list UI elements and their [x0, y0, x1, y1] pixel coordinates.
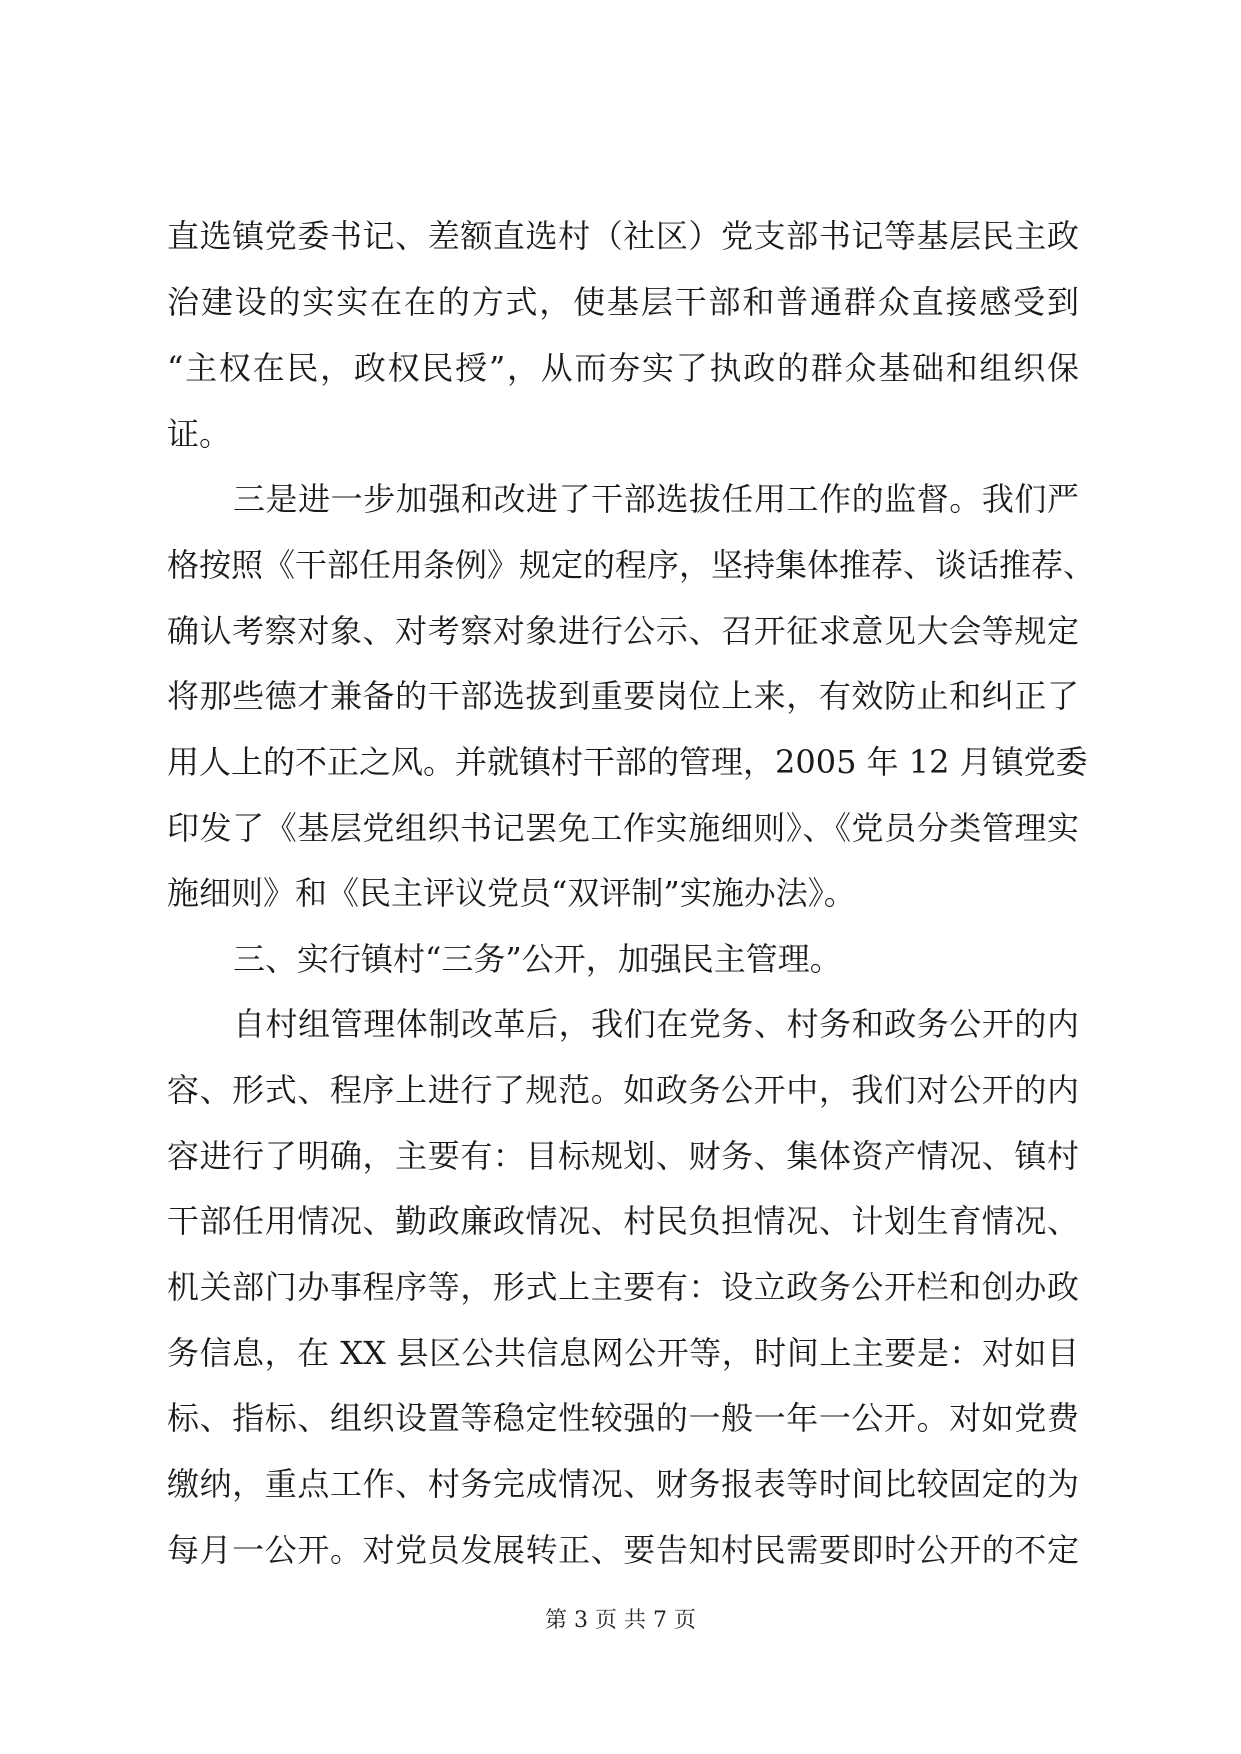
section-heading: 三、实行镇村“三务”公开，加强民主管理。	[233, 940, 842, 978]
text-line: “主权在民，政权民授”，从而夯实了执政的群众基础和组织保	[167, 349, 1079, 387]
page-number-footer: 第 3 页 共 7 页	[545, 1608, 696, 1633]
text-line: 证。	[167, 415, 232, 453]
text-line: 每月一公开。对党员发展转正、要告知村民需要即时公开的不定	[167, 1531, 1079, 1569]
text-line: 务信息，在 XX 县区公共信息网公开等，时间上主要是：对如目	[167, 1334, 1079, 1372]
text-line: 印发了《基层党组织书记罢免工作实施细则》、《党员分类管理实	[167, 809, 1079, 847]
text-line: 施细则》和《民主评议党员“双评制”实施办法》。	[167, 874, 856, 912]
text-line: 容、形式、程序上进行了规范。如政务公开中，我们对公开的内	[167, 1071, 1079, 1109]
text-line: 容进行了明确，主要有：目标规划、财务、集体资产情况、镇村	[167, 1137, 1079, 1175]
text-line: 缴纳，重点工作、村务完成情况、财务报表等时间比较固定的为	[167, 1465, 1079, 1503]
text-line: 直选镇党委书记、差额直选村（社区）党支部书记等基层民主政	[167, 217, 1079, 255]
text-line: 干部任用情况、勤政廉政情况、村民负担情况、计划生育情况、	[167, 1202, 1079, 1240]
paragraph-first-line: 自村组管理体制改革后，我们在党务、村务和政务公开的内	[233, 1005, 1079, 1043]
text-line: 用人上的不正之风。并就镇村干部的管理，2005 年 12 月镇党委	[167, 743, 1088, 781]
text-line: 机关部门办事程序等，形式上主要有：设立政务公开栏和创办政	[167, 1268, 1079, 1306]
paragraph-first-line: 三是进一步加强和改进了干部选拔任用工作的监督。我们严	[233, 480, 1079, 518]
text-line: 标、指标、组织设置等稳定性较强的一般一年一公开。对如党费	[167, 1399, 1079, 1437]
text-line: 将那些德才兼备的干部选拔到重要岗位上来，有效防止和纠正了	[167, 677, 1079, 715]
text-line: 确认考察对象、对考察对象进行公示、召开征求意见大会等规定	[167, 612, 1079, 650]
text-line: 治建设的实实在在的方式，使基层干部和普通群众直接感受到	[167, 283, 1079, 321]
text-line: 格按照《干部任用条例》规定的程序，坚持集体推荐、谈话推荐、	[167, 546, 1096, 584]
